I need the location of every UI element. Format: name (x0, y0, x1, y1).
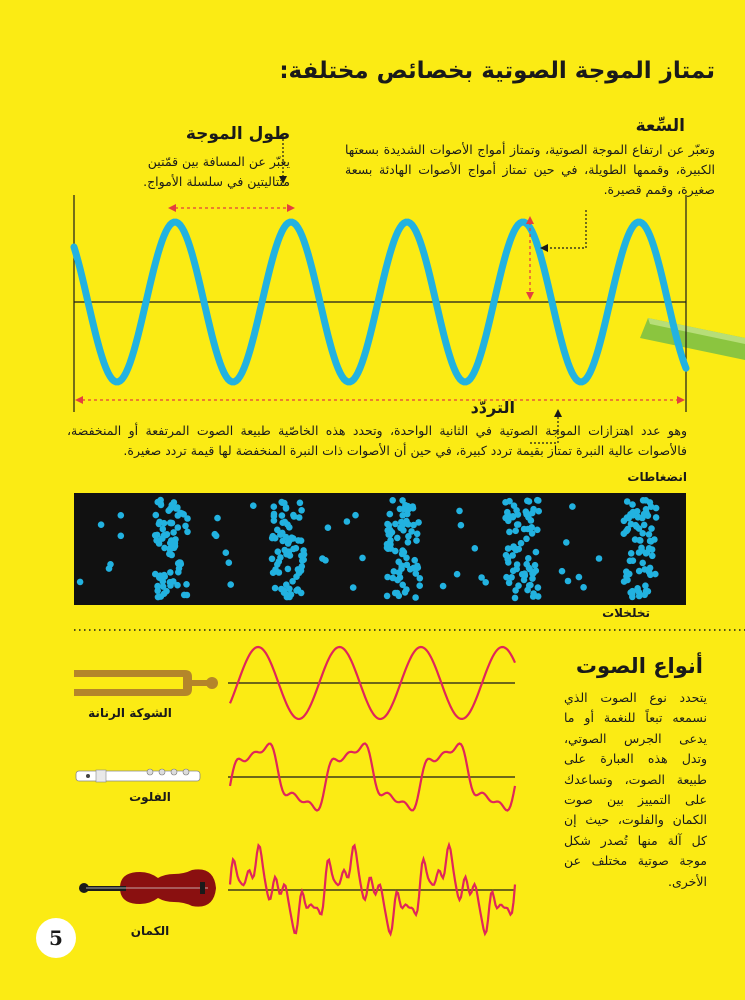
particle-dot (384, 593, 391, 600)
particle-dot (223, 549, 230, 556)
particle-dot (227, 581, 234, 588)
frequency-description: وهو عدد اهتزازات الموجة الصوتية في الثانية الواحدة، وتحدد هذه الخاصّية طبيعة الصوت المرتفعة أو المنخفضة، فالأصوات عالية النبرة تمتاز بقيمة تردد كبيرة، في حين أن الأصوات ذات النبرة المنخفضة لها قيمة تردد صغيرة. (67, 423, 687, 458)
particle-dot (411, 557, 418, 564)
violin-wave (230, 845, 515, 934)
particle-dot (412, 594, 419, 601)
page-number: 5 (36, 918, 76, 958)
particle-dot (279, 538, 286, 545)
particle-dot (526, 566, 533, 573)
particle-dot (271, 517, 278, 524)
particle-dot (521, 577, 528, 584)
page-title: تمتاز الموجة الصوتية بخصائص مختلفة: (279, 58, 715, 84)
particle-dot (505, 559, 512, 566)
particle-dot (505, 518, 512, 525)
particle-dot (525, 555, 532, 562)
particle-dot (297, 500, 304, 507)
particle-dot (635, 514, 642, 521)
particle-dot (521, 526, 528, 533)
violin-icon (79, 869, 216, 906)
particle-dot (279, 530, 286, 537)
particle-dot (389, 497, 396, 504)
wavelength-description: يعبّر عن المسافة بين قمّتين متتاليتين في سلسلة الأمواج. (143, 154, 290, 189)
particle-dot (98, 521, 105, 528)
particle-dot (506, 580, 513, 587)
particle-dot (296, 570, 303, 577)
particle-dot (652, 571, 659, 578)
particle-dot (157, 497, 164, 504)
particle-dot (293, 587, 300, 594)
violin-label: الكمان (130, 924, 170, 938)
sound-types-heading: أنواع الصوت (575, 654, 703, 678)
particle-dot (417, 575, 424, 582)
amplitude-heading: السِّعة (635, 116, 685, 136)
particle-dot (279, 519, 286, 526)
particle-dot (636, 568, 643, 575)
particle-dot (514, 521, 521, 528)
particle-dot (275, 548, 282, 555)
particle-dot (161, 545, 168, 552)
particle-dot (456, 508, 463, 515)
particle-dot (173, 505, 180, 512)
particle-dot (506, 529, 513, 536)
particle-dot (212, 531, 219, 538)
particle-dot (160, 578, 167, 585)
particle-dot (184, 529, 191, 536)
amplitude-description: وتعبّر عن ارتفاع الموجة الصوتية، وتمتاز أمواج الأصوات الشديدة بسعتها الكبيرة، وقممها الطويلة، في حين تمتاز أمواج الأصوات الهادئة بسعة صغيرة، وقمم قصيرة. (345, 142, 715, 197)
particle-dot (388, 529, 395, 536)
arrow-right-icon (677, 396, 685, 404)
particle-dot (410, 505, 417, 512)
particle-dot (272, 566, 279, 573)
particle-dot (392, 590, 399, 597)
particle-dot (559, 568, 566, 575)
particle-dot (533, 567, 540, 574)
particle-dot (402, 589, 409, 596)
particle-dot (395, 559, 402, 566)
particle-dot (535, 508, 542, 515)
tuning-fork-label: الشوكة الرنانة (88, 706, 172, 720)
particle-dot (478, 574, 485, 581)
particle-dot (504, 509, 511, 516)
particle-dot (155, 594, 162, 601)
particle-dot (523, 536, 530, 543)
particle-dot (413, 537, 420, 544)
particle-dot (403, 555, 410, 562)
particle-dot (646, 569, 653, 576)
particle-dot (643, 550, 650, 557)
particle-dot (415, 564, 422, 571)
particle-dot (183, 581, 190, 588)
particle-dot (350, 584, 357, 591)
particle-dot (623, 528, 630, 535)
particle-dot (529, 530, 536, 537)
particle-dot (170, 529, 177, 536)
particle-dot (512, 528, 519, 535)
particle-dot (386, 522, 393, 529)
particle-dot (286, 524, 293, 531)
particle-dot (226, 559, 233, 566)
particle-dot (569, 503, 576, 510)
flute-icon (76, 769, 200, 782)
particle-dot (281, 587, 288, 594)
particle-dot (118, 512, 125, 519)
particle-dot (325, 524, 332, 531)
particle-dot (639, 560, 646, 567)
particle-dot (397, 506, 404, 513)
particle-dot (288, 534, 295, 541)
particle-dot (512, 595, 519, 602)
particle-dot (182, 523, 189, 530)
particle-dot (535, 497, 542, 504)
particle-dot (523, 511, 530, 518)
particle-dot (286, 548, 293, 555)
particle-dot (398, 565, 405, 572)
particle-dot (352, 512, 359, 519)
particle-dot (515, 582, 522, 589)
particle-dot (528, 524, 535, 531)
particle-dot (510, 544, 517, 551)
particle-dot (629, 594, 636, 601)
particle-dot (172, 543, 179, 550)
particle-dot (153, 512, 160, 519)
arrow-up-icon (554, 409, 562, 417)
particle-dot (296, 514, 303, 521)
particle-dot (646, 531, 653, 538)
particle-dot (285, 566, 292, 573)
particle-dot (636, 537, 643, 544)
wavelength-heading: طول الموجة (185, 124, 290, 144)
particle-dot (502, 499, 509, 506)
particle-dot (511, 502, 518, 509)
particle-dot (580, 584, 587, 591)
particle-dot (391, 568, 398, 575)
compressions-label: انضغاطات (627, 470, 687, 484)
arrow-left-icon (75, 396, 83, 404)
particle-dot (295, 537, 302, 544)
particle-dot (638, 545, 645, 552)
particle-dot (179, 510, 186, 517)
particle-dot (632, 522, 639, 529)
particle-dot (576, 574, 583, 581)
particle-dot (283, 581, 290, 588)
particle-dot (118, 533, 125, 540)
particle-dot (518, 540, 525, 547)
flute-label: الفلوت (129, 790, 171, 804)
particle-dot (271, 503, 278, 510)
particle-dot (415, 519, 422, 526)
particle-dot (440, 583, 447, 590)
particle-dot (630, 557, 637, 564)
arrow-down-icon (526, 292, 534, 300)
amplitude-leader (548, 210, 586, 248)
particle-dot (529, 575, 536, 582)
particle-dot (399, 497, 406, 504)
particle-dot (529, 510, 536, 517)
particle-dot (563, 539, 570, 546)
particle-dot (165, 507, 172, 514)
particle-dot (168, 520, 175, 527)
particle-dot (272, 535, 279, 542)
particle-dot (300, 556, 307, 563)
particle-dot (170, 578, 177, 585)
particle-dot (645, 588, 652, 595)
arrow-left-icon (168, 204, 176, 212)
particle-dot (344, 518, 351, 525)
particle-dot (152, 571, 159, 578)
particle-dot (408, 528, 415, 535)
particle-dot (399, 582, 406, 589)
particle-dot (250, 502, 257, 509)
particle-dot (621, 518, 628, 525)
particle-dot (168, 537, 175, 544)
particle-dot (641, 511, 648, 518)
particle-dot (628, 550, 635, 557)
particle-dot (390, 575, 397, 582)
particle-dot (514, 561, 521, 568)
particle-dot (167, 569, 174, 576)
particle-dot (647, 499, 654, 506)
particle-dot (524, 587, 531, 594)
particle-dot (176, 559, 183, 566)
particle-dot (319, 555, 326, 562)
particle-dot (621, 578, 628, 585)
particle-dot (454, 571, 461, 578)
particle-dot (214, 515, 221, 522)
particle-dot (181, 592, 188, 599)
particle-dot (405, 521, 412, 528)
particle-dot (106, 565, 113, 572)
particle-dot (404, 511, 411, 518)
particle-dot (272, 585, 279, 592)
particle-dot (394, 535, 401, 542)
particle-dot (535, 584, 542, 591)
particle-dot (161, 532, 168, 539)
particle-dot (405, 539, 412, 546)
particle-dot (565, 578, 572, 585)
particle-dot (416, 582, 423, 589)
particle-dot (397, 574, 404, 581)
particle-dot (533, 549, 540, 556)
particle-dot (288, 591, 295, 598)
chalk-icon (640, 318, 745, 360)
particle-dot (359, 555, 366, 562)
particle-dot (160, 526, 167, 533)
particle-dot (298, 507, 305, 514)
rarefactions-label: تخلخلات (602, 606, 650, 620)
particle-dot (535, 593, 542, 600)
particle-dot (640, 497, 647, 504)
particle-dot (526, 498, 533, 505)
particle-dot (636, 593, 643, 600)
particle-dot (653, 514, 660, 521)
particle-dot (596, 555, 603, 562)
particle-dot (161, 520, 168, 527)
particle-dot (271, 511, 278, 518)
particle-dot (472, 545, 479, 552)
arrow-right-icon (287, 204, 295, 212)
particle-dot (269, 556, 276, 563)
particle-dot (154, 583, 161, 590)
particle-dot (387, 511, 394, 518)
particle-dot (648, 538, 655, 545)
particle-dot (176, 565, 183, 572)
particle-dot (283, 505, 290, 512)
particle-dot (154, 532, 161, 539)
particle-dot (77, 579, 84, 586)
particle-dot (521, 570, 528, 577)
particle-dot (648, 525, 655, 532)
frequency-heading: التردّد (470, 398, 515, 417)
particle-dot (277, 554, 284, 561)
particle-dot (629, 501, 636, 508)
tuning-fork-icon (74, 670, 218, 696)
particle-dot (387, 541, 394, 548)
particle-dot (163, 588, 170, 595)
sound-types-description: يتحدد نوع الصوت الذي نسمعه تبعاً للنغمة أو ما يدعى الجرس الصوتي، وتدل هذه العبارة على طبيعة الصوت، وتساعدك على التمييز بين صوت الكمان والفلوت، حيث إن كل آلة منها تُصدر شكل موجة صوتية مختلف عن الأخرى. (564, 690, 707, 889)
particle-dot (458, 522, 465, 529)
particle-dot (293, 545, 300, 552)
particle-dot (279, 512, 286, 519)
